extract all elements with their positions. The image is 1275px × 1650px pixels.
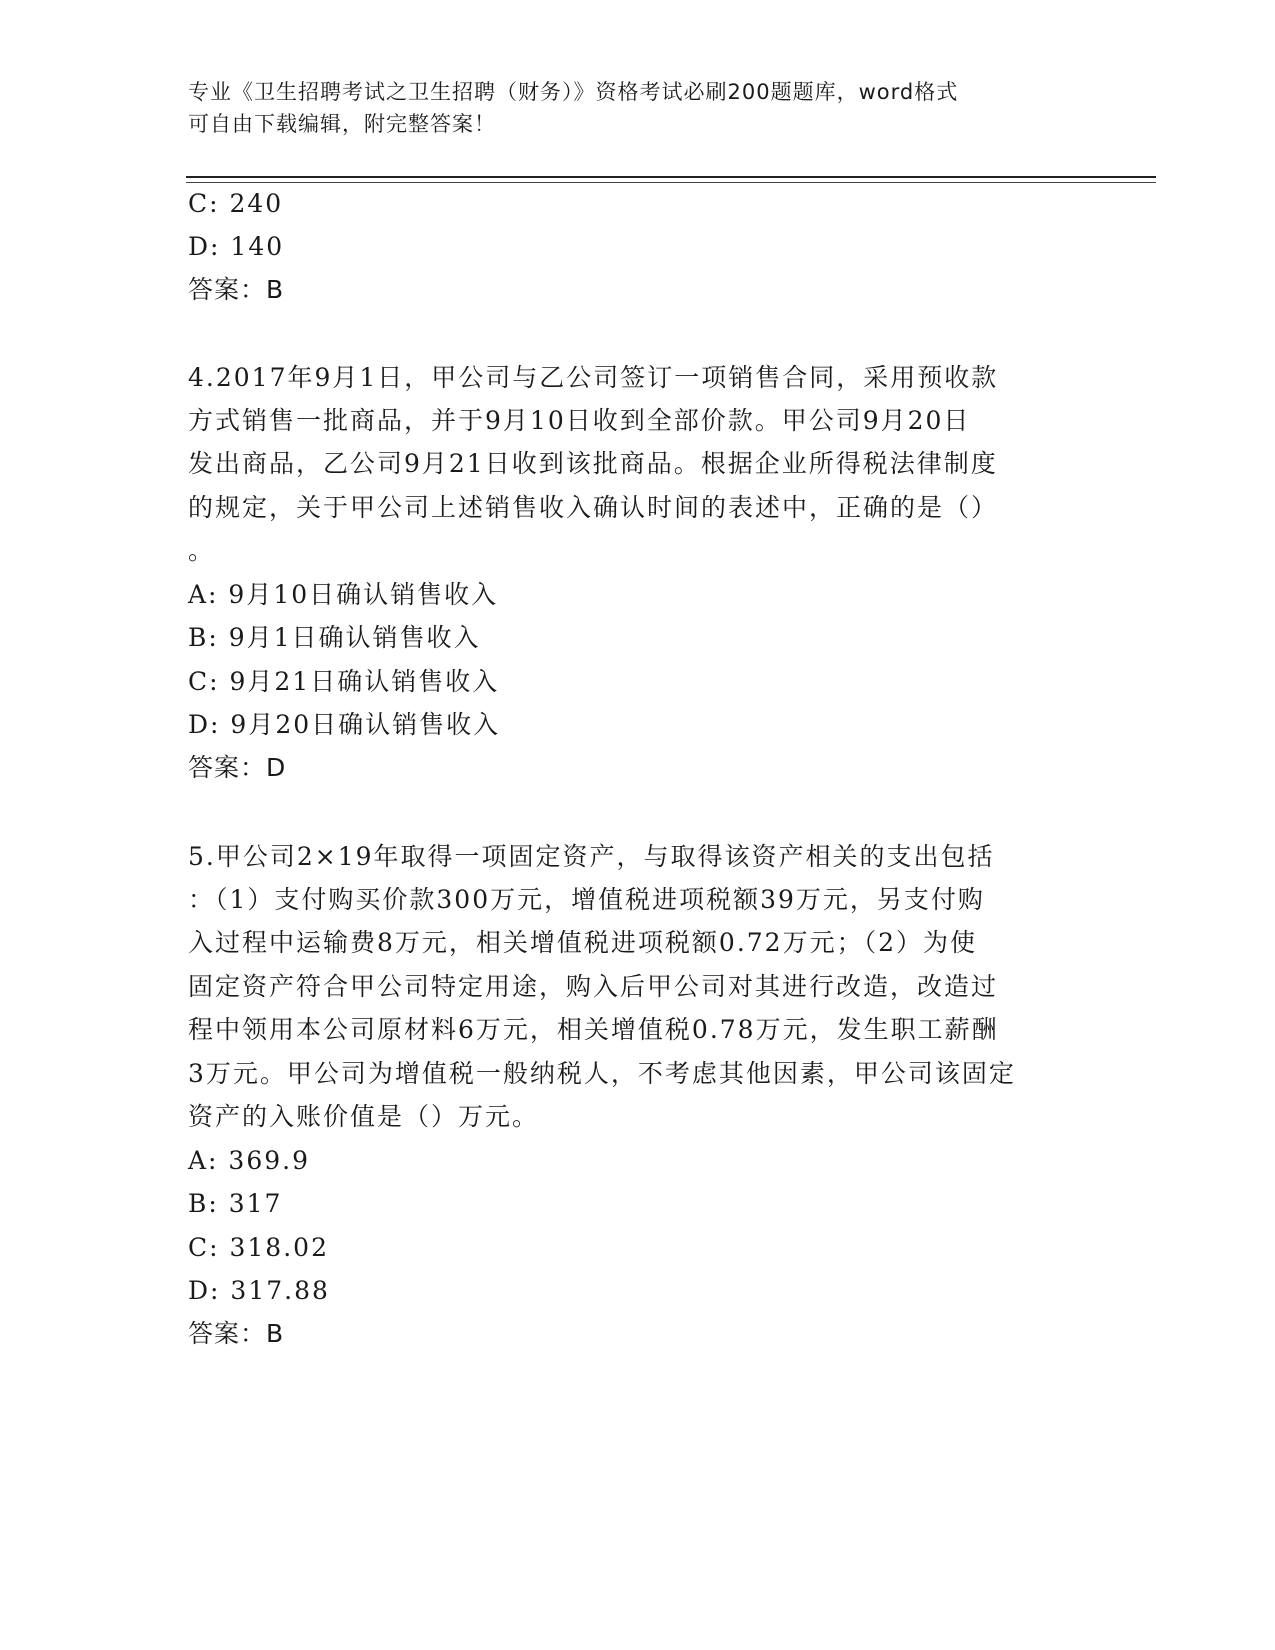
header-line-1: 专业《卫生招聘考试之卫生招聘（财务）》资格考试必刷200题题库，word格式: [188, 80, 959, 104]
q5-option-c: C: 318.02: [188, 1233, 329, 1262]
q5-stem-line-6: 3万元。甲公司为增值税一般纳税人，不考虑其他因素，甲公司该固定: [188, 1059, 1016, 1088]
q4-stem-line-3: 发出商品，乙公司9月21日收到该批商品。根据企业所得税法律制度: [188, 449, 998, 478]
header-divider-thick: [186, 176, 1156, 178]
q5-stem-line-3: 入过程中运输费8万元，相关增值税进项税额0.72万元；（2）为使: [188, 928, 977, 957]
q4-stem-line-1: 4.2017年9月1日，甲公司与乙公司签订一项销售合同，采用预收款: [188, 363, 999, 392]
q3-answer: 答案：B: [188, 275, 285, 304]
q5-option-d: D: 317.88: [188, 1276, 330, 1305]
q4-option-c: C: 9月21日确认销售收入: [188, 667, 500, 696]
q3-option-d: D: 140: [188, 232, 285, 261]
q4-stem-line-2: 方式销售一批商品，并于9月10日收到全部价款。甲公司9月20日: [188, 406, 971, 435]
q3-option-c: C: 240: [188, 189, 284, 218]
q5-answer: 答案：B: [188, 1319, 285, 1348]
q4-stem-line-4: 的规定，关于甲公司上述销售收入确认时间的表述中，正确的是（）: [188, 493, 999, 522]
q5-stem-line-7: 资产的入账价值是（）万元。: [188, 1102, 540, 1131]
q5-stem-line-1: 5.甲公司2×19年取得一项固定资产，与取得该资产相关的支出包括: [188, 842, 995, 871]
q4-option-d: D: 9月20日确认销售收入: [188, 710, 501, 739]
q5-stem-line-4: 固定资产符合甲公司特定用途，购入后甲公司对其进行改造，改造过: [188, 972, 999, 1001]
q4-stem-line-5: 。: [188, 536, 216, 565]
q4-answer: 答案：D: [188, 753, 287, 782]
q5-stem-line-5: 程中领用本公司原材料6万元，相关增值税0.78万元，发生职工薪酬: [188, 1015, 999, 1044]
header-line-2: 可自由下载编辑，附完整答案！: [188, 112, 496, 136]
document-header: [188, 76, 1068, 140]
q4-option-a: A: 9月10日确认销售收入: [188, 580, 499, 609]
q5-option-b: B: 317: [188, 1189, 283, 1218]
q5-option-a: A: 369.9: [188, 1146, 310, 1175]
header-divider-thin: [186, 182, 1156, 183]
q5-stem-line-2: ：（1）支付购买价款300万元，增值税进项税额39万元，另支付购: [188, 885, 985, 914]
q4-option-b: B: 9月1日确认销售收入: [188, 623, 481, 652]
